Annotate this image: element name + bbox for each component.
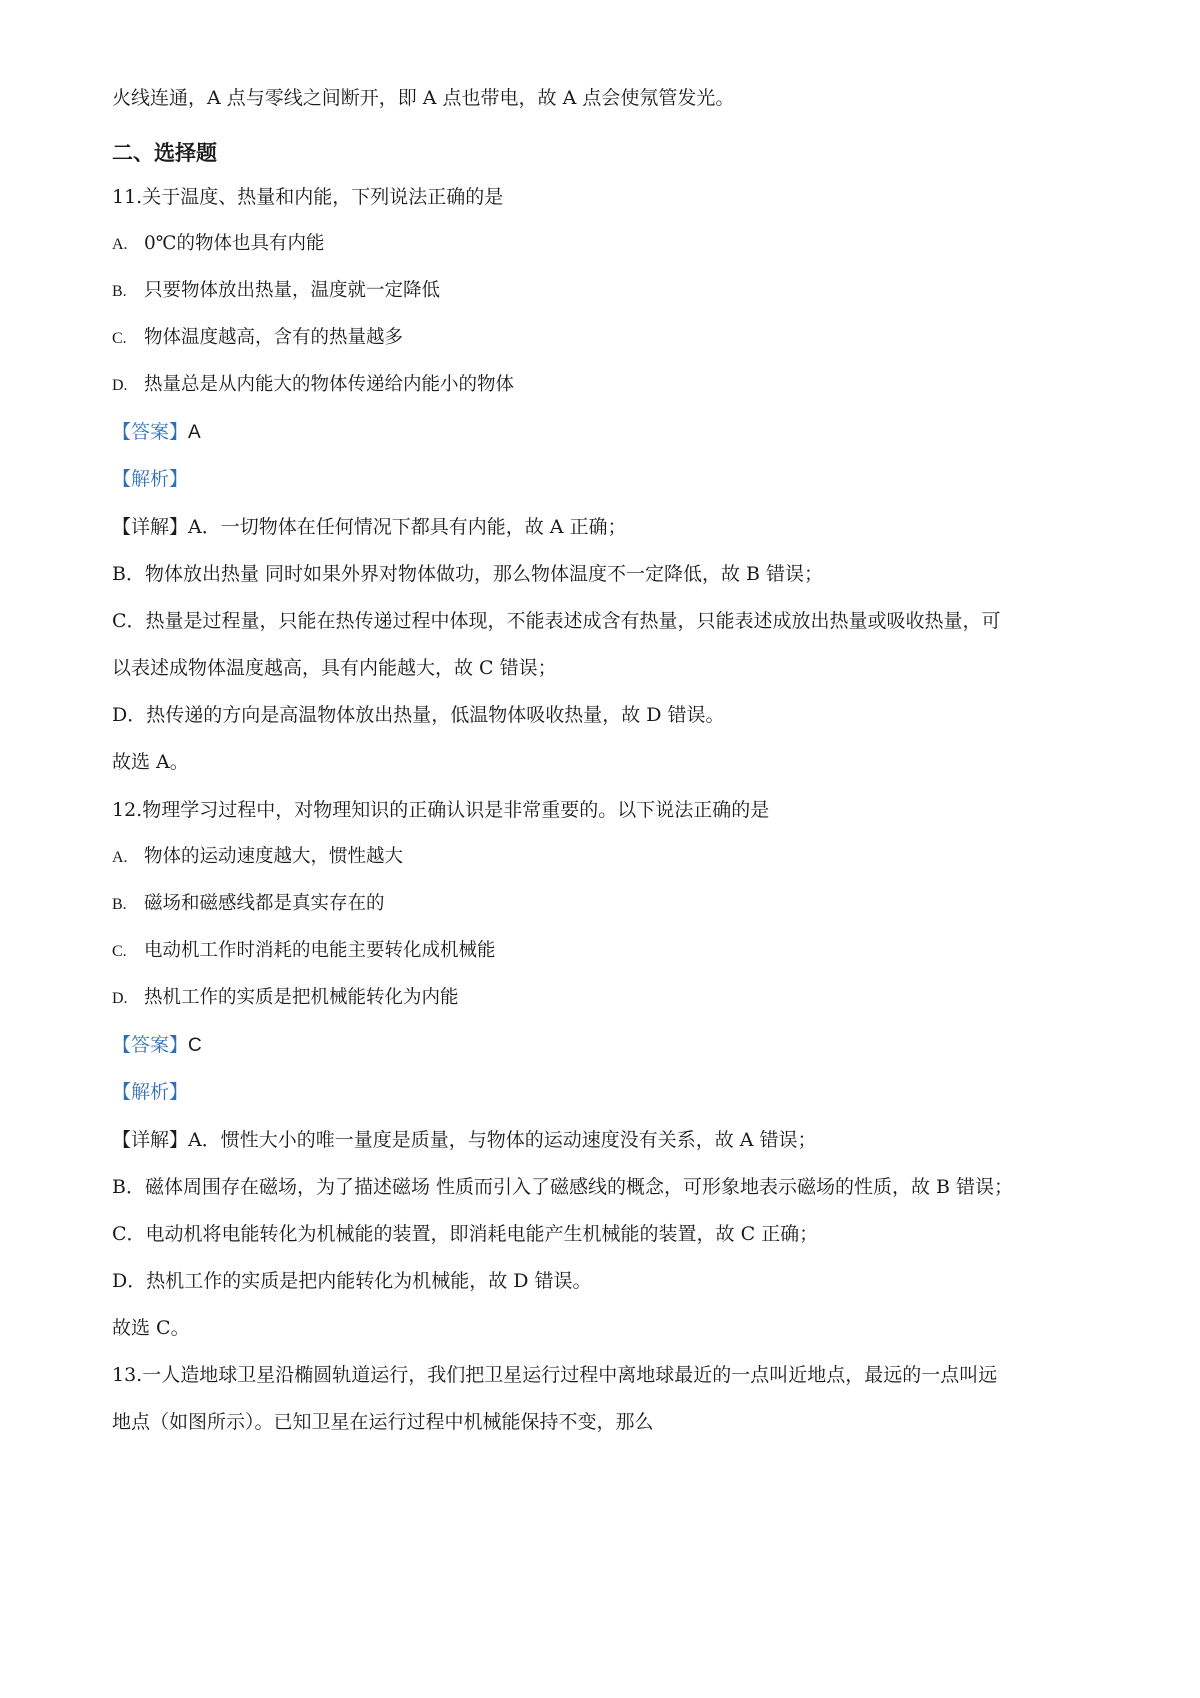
q12-option-b: B. 磁场和磁感线都是真实存在的 xyxy=(112,893,385,914)
q12-detail-d: D．热机工作的实质是把内能转化为机械能，故 D 错误。 xyxy=(112,1270,592,1292)
q11-detail-a: 【详解】A．一切物体在任何情况下都具有内能，故 A 正确； xyxy=(112,516,627,538)
q11-conclusion: 故选 A。 xyxy=(112,751,189,773)
q11-option-a: A. 0℃的物体也具有内能 xyxy=(112,233,325,254)
section-heading: 二、选择题 xyxy=(112,141,217,165)
q12-answer: 【答案】C xyxy=(112,1034,202,1056)
q12-detail-b: B．磁体周围存在磁场，为了描述磁场 性质而引入了磁感线的概念，可形象地表示磁场的性质，故 B 错误； xyxy=(112,1176,1014,1198)
q11-option-b: B. 只要物体放出热量，温度就一定降低 xyxy=(112,280,441,301)
q11-option-d: D. 热量总是从内能大的物体传递给内能小的物体 xyxy=(112,374,515,395)
text-line: 火线连通，A 点与零线之间断开，即 A 点也带电，故 A 点会使氖管发光。 xyxy=(112,87,735,109)
q12-option-a: A. 物体的运动速度越大，惯性越大 xyxy=(112,846,404,867)
q11-detail-d: D．热传递的方向是高温物体放出热量，低温物体吸收热量，故 D 错误。 xyxy=(112,704,725,726)
q11-option-c: C. 物体温度越高，含有的热量越多 xyxy=(112,327,404,348)
q12-option-d: D. 热机工作的实质是把机械能转化为内能 xyxy=(112,987,459,1008)
q11-analysis-label: 【解析】 xyxy=(112,468,189,490)
q11-detail-c-cont: 以表述成物体温度越高，具有内能越大，故 C 错误； xyxy=(112,657,557,679)
q12-conclusion: 故选 C。 xyxy=(112,1317,190,1339)
q12-detail-c: C．电动机将电能转化为机械能的装置，即消耗电能产生机械能的装置，故 C 正确； xyxy=(112,1223,819,1245)
q11-detail-c: C．热量是过程量，只能在热传递过程中体现，不能表述成含有热量，只能表述成放出热量或吸收热量，可 xyxy=(112,610,1001,632)
question-12-stem: 12.物理学习过程中，对物理知识的正确认识是非常重要的。以下说法正确的是 xyxy=(112,799,770,821)
q12-analysis-label: 【解析】 xyxy=(112,1081,189,1103)
q11-detail-b: B．物体放出热量 同时如果外界对物体做功，那么物体温度不一定降低，故 B 错误； xyxy=(112,563,824,585)
question-11-stem: 11.关于温度、热量和内能，下列说法正确的是 xyxy=(112,186,504,208)
q11-answer: 【答案】A xyxy=(112,421,201,443)
q12-detail-a: 【详解】A．惯性大小的唯一量度是质量，与物体的运动速度没有关系，故 A 错误； xyxy=(112,1129,817,1151)
q12-option-c: C. 电动机工作时消耗的电能主要转化成机械能 xyxy=(112,940,496,961)
question-13-stem: 13.一人造地球卫星沿椭圆轨道运行，我们把卫星运行过程中离地球最近的一点叫近地点，最远的一点叫远 xyxy=(112,1364,998,1386)
question-13-stem-cont: 地点（如图所示）。已知卫星在运行过程中机械能保持不变，那么 xyxy=(112,1411,654,1433)
